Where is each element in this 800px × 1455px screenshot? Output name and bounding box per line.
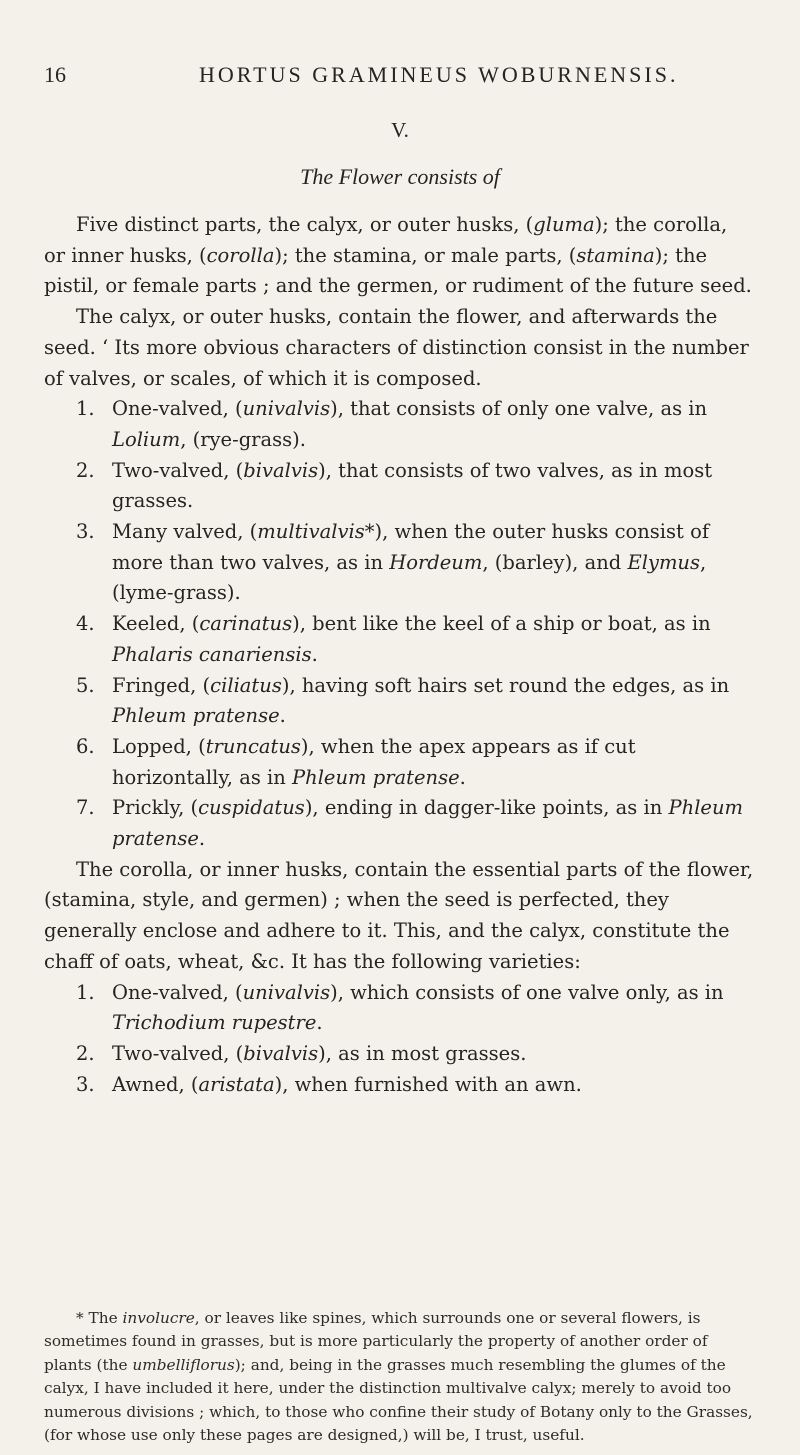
text-run: , (barley), and <box>482 550 628 574</box>
item-number: 2. <box>76 1041 95 1065</box>
text-run: ), which consists of one valve only, as in <box>330 980 724 1004</box>
list-item <box>44 1039 754 1070</box>
text-run: ), that consists of only one valve, as in <box>330 397 708 421</box>
paragraph-corolla: The corolla, or inner husks, contain the essential parts of the flower, (stamina, style, and germen) ; when the seed is perfected, they generally enclose and adhere to it. This, and the calyx, constitute the chaff of oats, wheat, &c. It has the following varieties: <box>44 857 754 973</box>
item-number: 4. <box>76 612 95 636</box>
section-number: V. <box>391 118 409 142</box>
text-run: Lopped, ( <box>112 734 206 758</box>
text-run: ); the pistil, or female parts ; and the germen, or rudiment of the future seed. <box>44 243 752 298</box>
text-run: ); and, being in the grasses much resembling the glumes of the calyx, I have included it here, under the distinction multivalve calyx; merely to avoid too numerous divisions ; which, to those who confine their study of Botany only to the Grasses, (for whose use only these pages are designed,) will be, I trust, useful. <box>44 1355 753 1445</box>
latin-term: univalvis <box>242 980 331 1004</box>
item-number: 3. <box>76 520 95 544</box>
text-run: One-valved, ( <box>112 397 243 421</box>
latin-term: truncatus <box>205 734 301 758</box>
list-item <box>44 1070 754 1101</box>
item-number: 7. <box>76 796 95 820</box>
latin-term: stamina <box>576 243 655 267</box>
species-name: Phalaris canariensis <box>112 642 312 666</box>
text-run: ), that consists of two valves, as in most grasses. <box>112 458 713 513</box>
latin-term: ciliatus <box>210 673 282 697</box>
latin-term: aristata <box>198 1072 275 1096</box>
running-title: HORTUS GRAMINEUS WOBURNENSIS. <box>199 62 679 87</box>
body-text <box>44 210 754 1100</box>
item-number: 3. <box>76 1072 95 1096</box>
list-item <box>44 394 754 455</box>
species-name: Phleum pratense <box>112 796 744 851</box>
text-run: , (lyme-grass). <box>112 550 707 605</box>
latin-term: corolla <box>206 243 275 267</box>
latin-term: involucre <box>122 1309 195 1327</box>
species-name: Phleum pratense <box>112 704 280 728</box>
latin-term: bivalvis <box>243 458 319 482</box>
list-item <box>44 978 754 1039</box>
text-run: Awned, ( <box>112 1072 199 1096</box>
text-run: ), ending in dagger-like points, as in <box>304 796 669 820</box>
item-number: 1. <box>76 397 95 421</box>
text-run: ), when the apex appears as if cut horizontally, as in <box>112 734 636 789</box>
text-run: Prickly, ( <box>112 796 199 820</box>
text-run: , (rye-grass). <box>180 427 306 451</box>
latin-term: univalvis <box>242 397 331 421</box>
text-run: . <box>459 765 466 789</box>
species-name: Phleum pratense <box>292 765 460 789</box>
item-number: 6. <box>76 734 95 758</box>
item-number: 1. <box>76 980 95 1004</box>
corolla-varieties-list <box>44 978 754 1101</box>
paragraph-calyx: The calyx, or outer husks, contain the flower, and afterwards the seed. ‘ Its more obvious characters of distinction consist in the number of valves, or scales, of which it is composed. <box>44 305 749 390</box>
section-title: The Flower consists of <box>300 164 500 189</box>
footnote-text <box>44 1307 754 1447</box>
latin-term: carinatus <box>199 612 293 636</box>
text-run: Fringed, ( <box>112 673 211 697</box>
text-run: * The <box>76 1309 123 1327</box>
text-run: ), when furnished with an awn. <box>274 1072 582 1096</box>
item-number: 5. <box>76 673 95 697</box>
genus-name: Elymus <box>627 550 700 574</box>
text-run: . <box>316 1011 323 1035</box>
genus-name: Hordeum <box>389 550 483 574</box>
latin-term: multivalvis* <box>257 520 375 544</box>
text-run: ), bent like the keel of a ship or boat, as in <box>292 612 711 636</box>
text-run: ); the stamina, or male parts, ( <box>274 243 577 267</box>
text-run: . <box>198 827 206 851</box>
text-run: ), having soft hairs set round the edges, as in <box>281 673 730 697</box>
list-item <box>44 517 754 609</box>
latin-term: bivalvis <box>243 1041 319 1065</box>
text-run: Many valved, ( <box>112 520 258 544</box>
calyx-varieties-list <box>44 394 754 855</box>
text-run: ); the corolla, or inner husks, ( <box>44 213 728 267</box>
latin-term: gluma <box>533 213 595 236</box>
text-run: Two-valved, ( <box>112 1041 244 1065</box>
text-run: ), when the outer husks consist of more than two valves, as in <box>112 520 710 574</box>
text-run: Two-valved, ( <box>112 458 244 482</box>
paragraph-flower-parts <box>44 210 754 302</box>
species-name: Trichodium rupestre <box>112 1011 317 1035</box>
list-item <box>44 609 754 670</box>
list-item <box>44 456 754 517</box>
genus-name: Lolium <box>112 427 181 451</box>
list-item <box>44 732 754 793</box>
text-run: , or leaves like spines, which surrounds one or several flowers, is sometimes found in grasses, but is more particularly the property of another order of plants (the <box>44 1309 708 1374</box>
latin-term: umbelliflorus <box>132 1355 235 1374</box>
list-item <box>44 671 754 732</box>
latin-term: cuspidatus <box>198 796 305 820</box>
text-run: ), as in most grasses. <box>318 1041 527 1065</box>
text-run: One-valved, ( <box>112 980 243 1004</box>
footnote <box>44 1307 754 1447</box>
text-run: Five distinct parts, the calyx, or outer husks, ( <box>76 213 534 236</box>
text-run: . <box>279 704 286 728</box>
text-run: Keeled, ( <box>112 612 200 636</box>
page-number: 16 <box>44 62 66 87</box>
item-number: 2. <box>76 458 95 482</box>
text-run: . <box>311 642 318 666</box>
list-item <box>44 793 754 854</box>
